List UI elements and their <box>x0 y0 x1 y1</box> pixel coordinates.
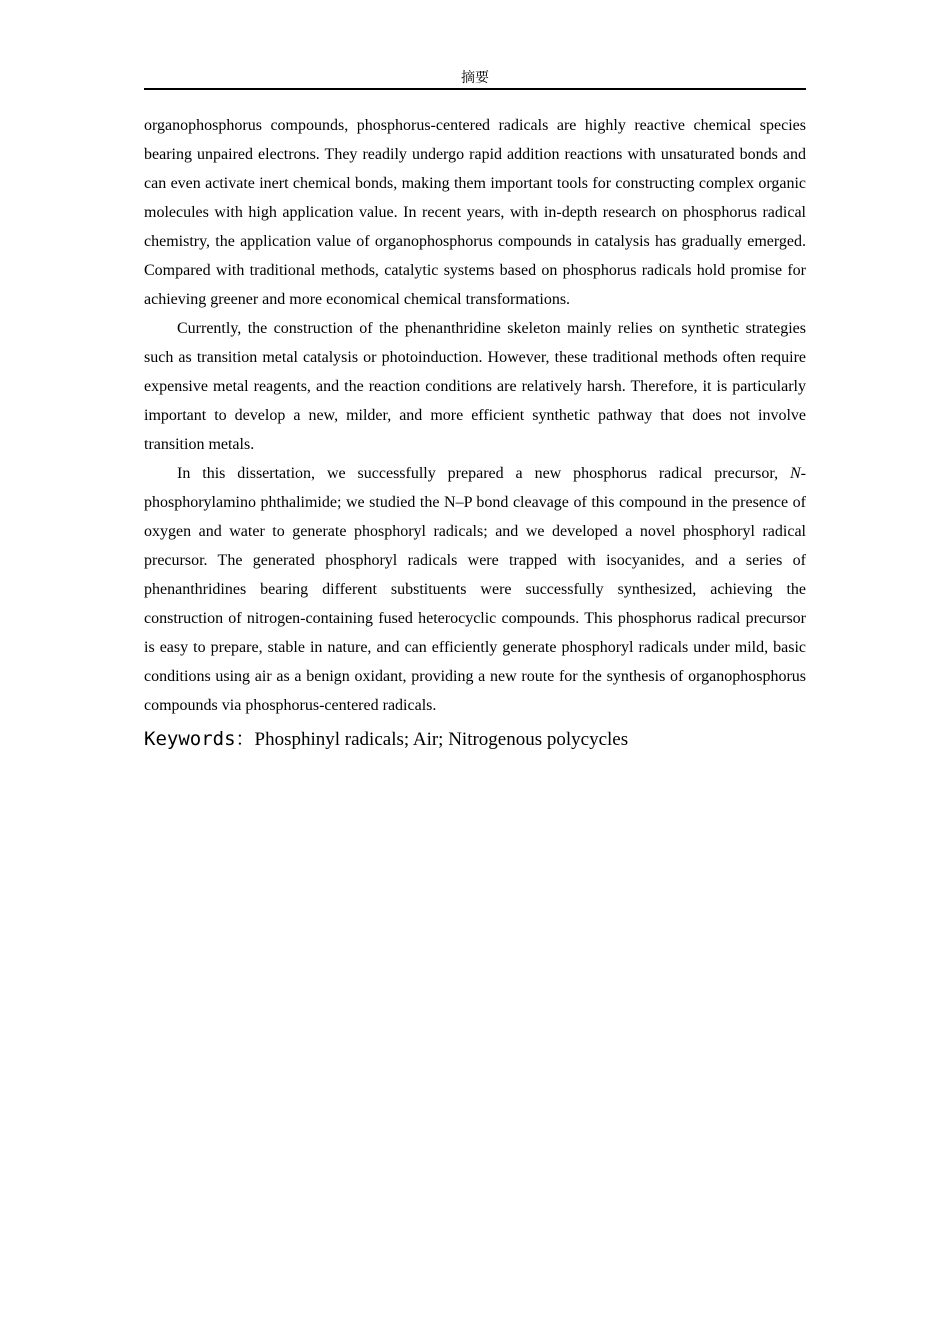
running-header: 摘要 <box>461 70 489 86</box>
keywords-line <box>144 724 806 755</box>
abstract-body <box>144 111 806 755</box>
abstract-paragraph-2: Currently, the construction of the phenanthridine skeleton mainly relies on synthetic strategies such as transition metal catalysis or photoinduction. However, these traditional methods often require expensive metal reagents, and the reaction conditions are relatively harsh. Therefore, it is particularly important to develop a new, milder, and more efficient synthetic pathway that does not involve transition metals. <box>144 320 806 453</box>
header-rule <box>144 88 806 90</box>
keywords-label: Keywords： <box>144 728 255 750</box>
paragraph-3-lead: In this dissertation, we successfully prepared a new phosphorus radical precursor, <box>177 465 790 482</box>
keywords-value: Phosphinyl radicals; Air; Nitrogenous polycycles <box>254 729 629 750</box>
abstract-paragraph-1: organophosphorus compounds, phosphorus-centered radicals are highly reactive chemical species bearing unpaired electrons. They readily undergo rapid addition reactions with unsaturated bonds and can even activate inert chemical bonds, making them important tools for constructing complex organic molecules with high application value. In recent years, with in-depth research on phosphorus radical chemistry, the application value of organophosphorus compounds in catalysis has gradually emerged. Compared with traditional methods, catalytic systems based on phosphorus radicals hold promise for achieving greener and more economical chemical transformations. <box>144 117 806 308</box>
abstract-paragraph-3 <box>144 459 806 720</box>
italic-n: N <box>790 465 801 482</box>
paragraph-3-rest: -phosphorylamino phthalimide; we studied the N–P bond cleavage of this compound in the presence of oxygen and water to generate phosphoryl radicals; and we developed a novel phosphoryl radical precursor. The generated phosphoryl radicals were trapped with isocyanides, and a series of phenanthridines bearing different substituents were successfully synthesized, achieving the construction of nitrogen-containing fused heterocyclic compounds. This phosphorus radical precursor is easy to prepare, stable in nature, and can efficiently generate phosphoryl radicals under mild, basic conditions using air as a benign oxidant, providing a new route for the synthesis of organophosphorus compounds via phosphorus-centered radicals. <box>144 465 806 714</box>
